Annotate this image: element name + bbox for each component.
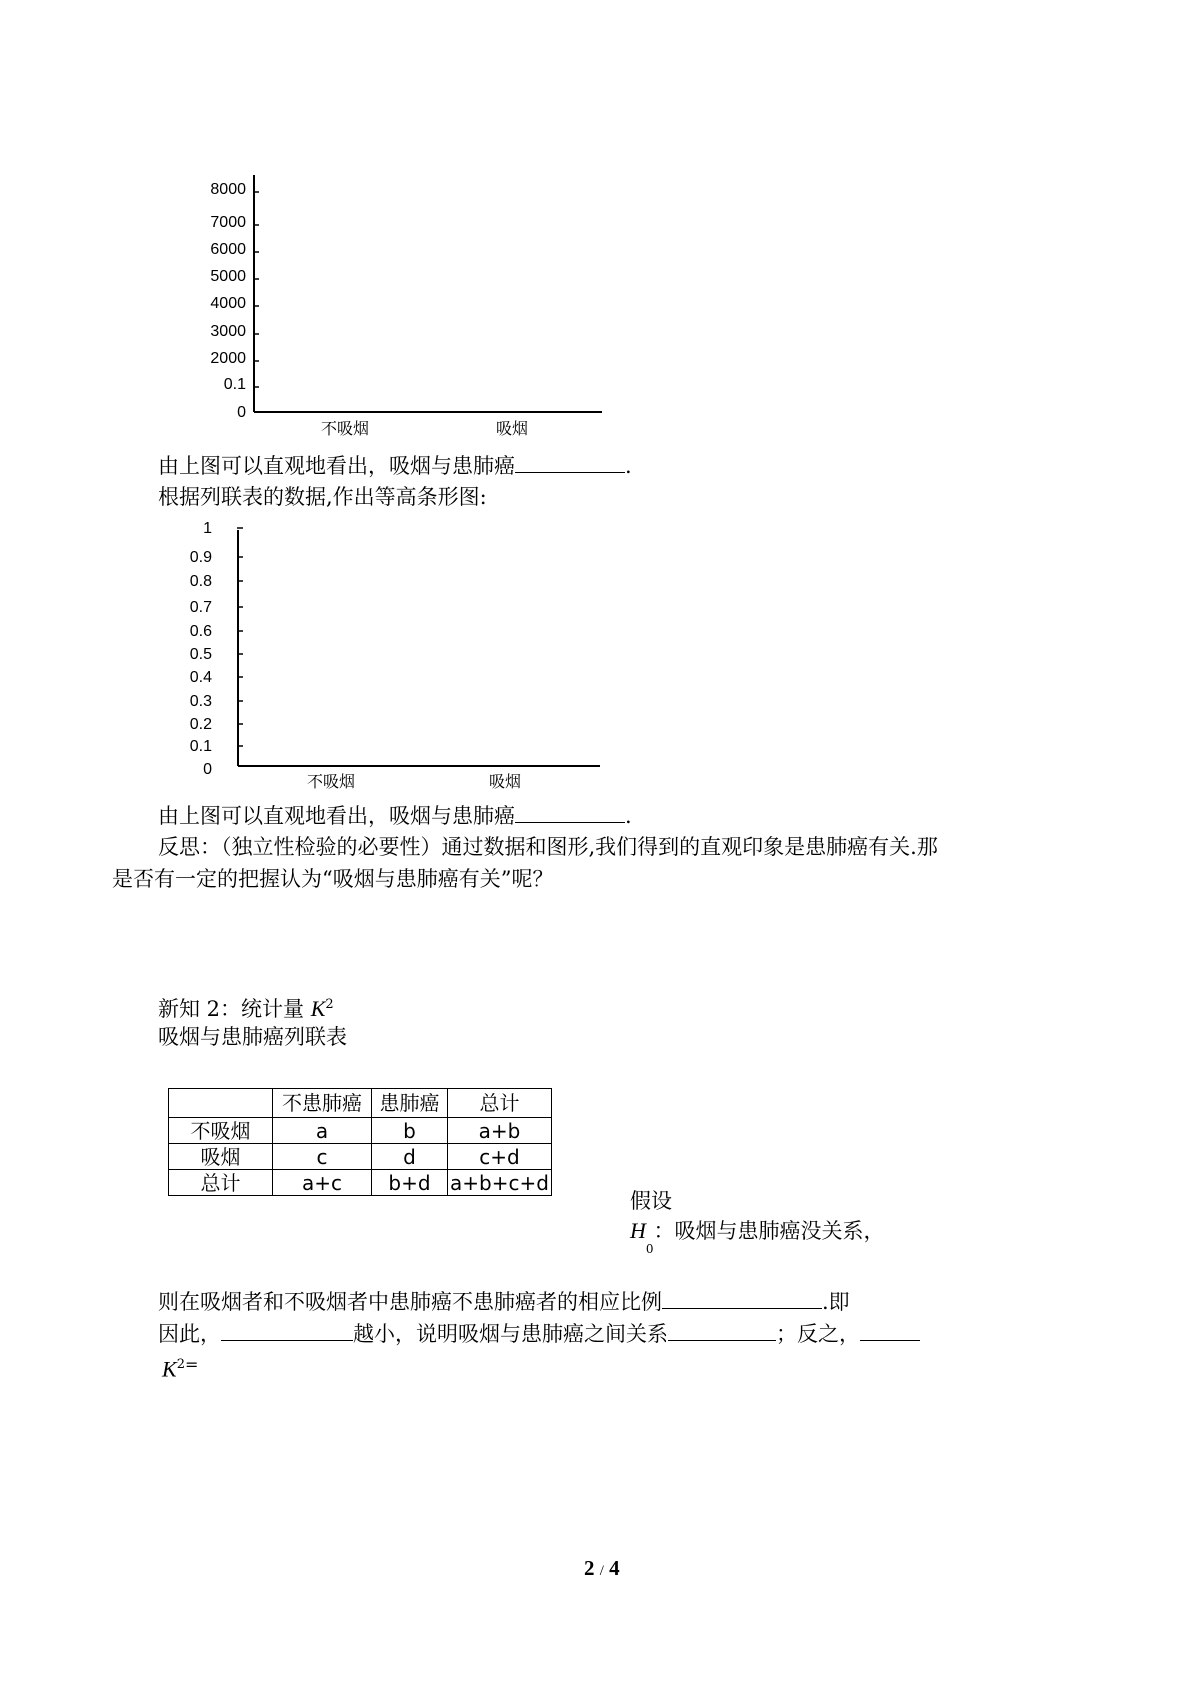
table-header-row [169,1089,552,1118]
y-tick-label: 0 [237,404,246,421]
h-symbol: H [630,1218,646,1243]
y-tick-label: 3000 [210,323,246,340]
y-tick-label: 7000 [210,214,246,231]
observation-2-text: 由上图可以直观地看出，吸烟与患肺癌 [158,804,515,828]
x-category-label: 不吸烟 [306,772,356,791]
table-header-cell: 总计 [448,1089,552,1118]
table-header-cell [169,1089,273,1118]
observation-1-period: . [625,454,632,478]
page-total: 4 [609,1556,620,1580]
stacked-bar-chart-proportions [190,520,600,791]
y-tick-label: 5000 [210,268,246,285]
table-row [169,1118,552,1144]
ratio-text: 则在吸烟者和不吸烟者中患肺癌不患肺癌者的相应比例 [158,1290,662,1314]
k-formula [162,1352,198,1384]
answer-blank-6[interactable] [860,1320,920,1341]
y-tick-label: 0.5 [189,646,212,663]
table-cell: 总计 [169,1170,273,1196]
observation-2-period: . [625,804,632,828]
answer-blank-5[interactable] [668,1320,776,1341]
table-cell: c [273,1144,372,1170]
table-cell: b [372,1118,448,1144]
table-cell: a+b [448,1118,552,1144]
page-current: 2 [584,1556,595,1580]
reflection-line-2: 是否有一定的把握认为“吸烟与患肺癌有关”呢？ [112,867,554,891]
y-tick-label: 8000 [210,181,246,198]
therefore-prefix: 因此， [158,1322,221,1346]
table-title: 吸烟与患肺癌列联表 [158,1025,347,1049]
table-cell: a+c [273,1170,372,1196]
x-category-label: 吸烟 [495,419,529,438]
table-row [169,1170,552,1196]
table-header-cell: 不患肺癌 [273,1089,372,1118]
page-number [584,1556,620,1581]
page-separator: / [599,1563,604,1579]
observation-1 [158,452,632,479]
answer-blank-4[interactable] [221,1320,353,1341]
k-formula-superscript: 2 [176,1357,185,1372]
y-tick-label: 6000 [210,241,246,258]
ratio-line [158,1288,850,1315]
y-tick-label: 0.6 [189,623,212,640]
observation-2 [158,802,632,829]
table-cell: d [372,1144,448,1170]
x-category-label: 吸烟 [488,772,522,791]
k-symbol: K [310,996,326,1021]
hypothesis-word: 假设 [630,1189,672,1213]
y-tick-label: 0 [203,761,212,778]
therefore-mid: 越小，说明吸烟与患肺癌之间关系 [353,1322,668,1346]
table-cell: b+d [372,1170,448,1196]
bar-chart-counts [210,175,602,438]
answer-blank-3[interactable] [662,1288,822,1309]
table-cell: 吸烟 [169,1144,273,1170]
table-cell: c+d [448,1144,552,1170]
y-tick-label: 0.4 [189,669,212,686]
table-header-cell: 患肺癌 [372,1089,448,1118]
y-tick-label: 0.3 [189,693,212,710]
answer-blank-2[interactable] [515,802,625,823]
answer-blank-1[interactable] [515,452,625,473]
new-knowledge-label: 新知 2：统计量 [158,997,305,1021]
y-tick-label: 4000 [210,295,246,312]
y-tick-label: 0.7 [189,599,212,616]
reflection-line-1: 反思：（独立性检验的必要性）通过数据和图形,我们得到的直观印象是患肺癌有关.那 [158,835,938,859]
contingency-table [168,1088,552,1196]
y-tick-label: 1 [203,520,212,537]
h-subscript: 0 [645,1242,654,1257]
y-tick-label: 0.9 [189,549,212,566]
therefore-line [158,1320,920,1347]
hypothesis-line [630,1218,885,1257]
k-formula-symbol: K [162,1356,177,1382]
ratio-suffix: .即 [822,1290,850,1314]
table-cell: 不吸烟 [169,1118,273,1144]
x-category-label: 不吸烟 [320,419,370,438]
hypothesis-text: ：吸烟与患肺癌没关系， [653,1219,885,1243]
table-row [169,1144,552,1170]
y-tick-label: 0.2 [189,716,212,733]
observation-1-text: 由上图可以直观地看出，吸烟与患肺癌 [158,454,515,478]
y-tick-label: 0.1 [189,738,212,755]
table-cell: a+b+c+d [448,1170,552,1196]
therefore-end: ；反之， [776,1322,860,1346]
stacked-chart-intro: 根据列联表的数据,作出等高条形图: [158,485,487,509]
k-formula-equals: = [184,1355,199,1375]
y-tick-label: 0.8 [189,573,212,590]
y-tick-label: 0.1 [223,376,246,393]
new-knowledge-heading [158,992,334,1022]
k-superscript: 2 [325,997,334,1012]
table-cell: a [273,1118,372,1144]
y-tick-label: 2000 [210,350,246,367]
